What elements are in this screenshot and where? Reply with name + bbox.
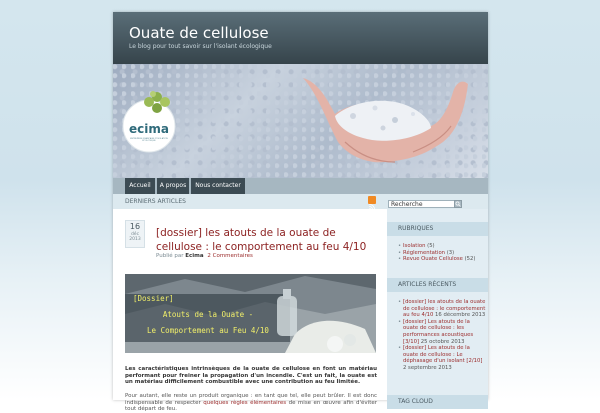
post-date-day: 16: [129, 222, 141, 231]
nav-item-accueil[interactable]: Accueil: [125, 178, 155, 194]
post-meta-prefix: Publié par: [156, 253, 184, 259]
recent-article-date: 2 septembre 2013: [403, 364, 452, 371]
main-nav: [113, 178, 488, 194]
list-item[interactable]: [398, 345, 486, 371]
search-input[interactable]: [388, 200, 460, 208]
list-item[interactable]: [398, 319, 486, 345]
post-meta: [156, 253, 253, 259]
post-date: [125, 220, 145, 248]
recent-article-date: 16 décembre 2013: [435, 312, 486, 319]
post-comments-link[interactable]: 2 Commentaires: [207, 253, 253, 259]
rubrique-count: (52): [464, 256, 476, 263]
logo-text[interactable]: ecima: [129, 122, 169, 136]
recent-article-link[interactable]: [dossier] Les atouts de la ouate de cellulose : Le déphasage d'un isolant [2/10]: [403, 345, 483, 365]
post-paragraph-2-link[interactable]: quelques règles élémentaires: [203, 399, 287, 406]
post-date-year: 2013: [129, 237, 141, 242]
rubriques-list: [398, 243, 486, 263]
rubrique-link[interactable]: Revue Ouate Cellulose: [403, 256, 463, 263]
rubrique-count: (5): [427, 243, 435, 249]
site-header: [113, 12, 488, 64]
recent-article-link[interactable]: [dossier] les atouts de la ouate de cellulose : le comportement au feu 4/10: [403, 299, 486, 319]
post-paragraph-1: Les caractéristiques intrinsèques de la ouate de cellulose en font un matériau performant pour freiner la propagation d'un incendie. C'est un fait, la ouate est un matériau difficilement combustible avec une contribution au feu limitée.: [125, 366, 377, 386]
post-paragraph-2-text-a: Pour autant, elle reste un produit organique : en tant que tel, elle peut brûler. Il est donc indispensable de respecter: [125, 393, 377, 406]
post-paragraph-2-text-b: de mise en œuvre afin d'éviter tout départ de feu.: [125, 399, 377, 413]
nav-item-a-propos[interactable]: A propos: [157, 178, 189, 194]
list-item[interactable]: [398, 299, 486, 319]
post-date-month: déc: [130, 232, 140, 237]
section-heading: DERNIERS ARTICLES: [125, 198, 186, 205]
search-button[interactable]: [454, 200, 462, 208]
post-title[interactable]: [dossier] les atouts de la ouate de cellulose : le comportement au feu 4/10: [156, 227, 367, 253]
widget-recent-title: ARTICLES RÉCENTS: [387, 278, 488, 292]
recent-articles-list: [398, 299, 486, 372]
post-featured-image[interactable]: [125, 274, 376, 353]
rubrique-count: (3): [446, 249, 455, 256]
site-tagline: Le blog pour tout savoir sur l'isolant écologique: [129, 43, 272, 50]
post-image-line-1: [Dossier]: [133, 294, 174, 303]
widget-rubriques-title: RUBRIQUES: [387, 222, 488, 236]
rubrique-link[interactable]: Réglementation: [403, 249, 446, 256]
post-paragraph-2: [125, 393, 377, 413]
post-image-line-2: Atouts de la Ouate -: [162, 310, 254, 319]
search-icon: [455, 201, 461, 207]
banner-hands-image: [113, 64, 488, 178]
site-title[interactable]: Ouate de cellulose: [129, 24, 269, 42]
post-author[interactable]: Ecima: [185, 253, 204, 259]
nav-item-nous-contacter[interactable]: Nous contacter: [191, 178, 245, 194]
recent-article-link[interactable]: [dossier] Les atouts de la ouate de cellulose : les performances acoustiques [3/10]: [403, 318, 474, 345]
main-content: [113, 209, 387, 413]
rss-icon[interactable]: [368, 196, 376, 204]
list-item[interactable]: [398, 250, 486, 257]
page-container: [113, 12, 488, 413]
post-image-line-3: Le Comportement au Feu 4/10: [147, 326, 269, 335]
list-item[interactable]: [398, 256, 486, 263]
list-item[interactable]: [398, 243, 486, 250]
logo-subtext: ENTREPRISE FRANÇAISE D'ISOLATION ÉCOLOGIQUE: [130, 138, 168, 143]
rubrique-link[interactable]: Isolation: [403, 243, 426, 249]
header-banner: [113, 64, 488, 178]
widget-tagcloud-title: TAG CLOUD: [387, 395, 488, 409]
sidebar: [387, 209, 488, 405]
recent-article-date: 25 octobre 2013: [420, 338, 465, 345]
